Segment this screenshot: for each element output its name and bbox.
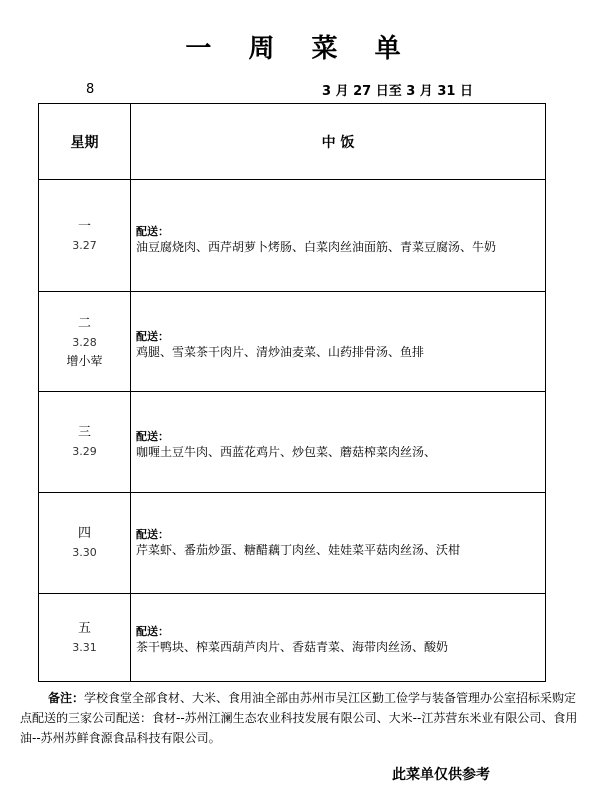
dish-cell: [131, 292, 546, 392]
dishes: 油豆腐烧肉、西芹胡萝卜烤肠、白菜肉丝油面筋、青菜豆腐汤、牛奶: [136, 240, 497, 254]
extra-note: 增小荤: [66, 353, 103, 368]
dish-cell: [131, 392, 546, 493]
weekday: 二: [77, 315, 91, 331]
day-cell: [39, 392, 131, 493]
day-cell: [39, 292, 131, 392]
delivery-label: 配送：: [136, 225, 169, 238]
delivery-label: 配送：: [136, 430, 169, 443]
table-row: [39, 594, 546, 682]
weekday: 一: [77, 218, 91, 234]
dish-cell: [131, 180, 546, 292]
date: 3.27: [72, 238, 97, 252]
dishes: 茶干鸭块、榨菜西葫芦肉片、香菇青菜、海带肉丝汤、酸奶: [136, 640, 449, 654]
day-cell: [39, 493, 131, 594]
date: 3.30: [72, 546, 97, 559]
dishes: 鸡腿、雪菜茶干肉片、清炒油麦菜、山药排骨汤、鱼排: [136, 345, 425, 359]
header-meal: 中 饭: [131, 104, 546, 180]
delivery-label: 配送：: [136, 625, 169, 638]
table-row: [39, 392, 546, 493]
reference-notice: 此菜单仅供参考: [392, 767, 490, 783]
delivery-label: 配送：: [136, 528, 169, 541]
dishes: 咖喱土豆牛肉、西蓝花鸡片、炒包菜、蘑菇榨菜肉丝汤、: [136, 445, 437, 459]
date: 3.29: [72, 445, 97, 458]
table-header-row: [39, 104, 546, 180]
dish-cell: [131, 594, 546, 682]
table-row: [39, 493, 546, 594]
header-day: 星期: [39, 104, 131, 180]
table-row: [39, 292, 546, 392]
weekday: 四: [77, 526, 91, 541]
dishes: 芹菜虾、番茄炒蛋、糖醋藕丁肉丝、娃娃菜平菇肉丝汤、沃柑: [136, 543, 461, 557]
date: 3.28: [72, 335, 97, 349]
table-row: [39, 180, 546, 292]
date: 3.31: [72, 640, 97, 654]
menu-table: [38, 103, 546, 682]
remarks: [20, 688, 580, 748]
remarks-label: 备注：: [48, 691, 85, 705]
day-cell: [39, 594, 131, 682]
dish-cell: [131, 493, 546, 594]
date-range: 3 月 27 日至 3 月 31 日: [322, 84, 473, 99]
menu-number: 8: [86, 82, 95, 97]
delivery-label: 配送：: [136, 330, 169, 343]
remarks-text: 学校食堂全部食材、大米、食用油全部由苏州市吴江区勤工俭学与装备管理办公室招标采购定点配送的三家公司配送：食材--苏州江澜生态农业科技发展有限公司、大米--江苏营东米业有限公司、食用油--苏州苏鲜食源食品科技有限公司。: [20, 691, 578, 745]
day-cell: [39, 180, 131, 292]
weekday: 五: [77, 620, 91, 636]
weekday: 三: [77, 425, 91, 440]
page-title: 一 周 菜 单: [185, 34, 415, 64]
